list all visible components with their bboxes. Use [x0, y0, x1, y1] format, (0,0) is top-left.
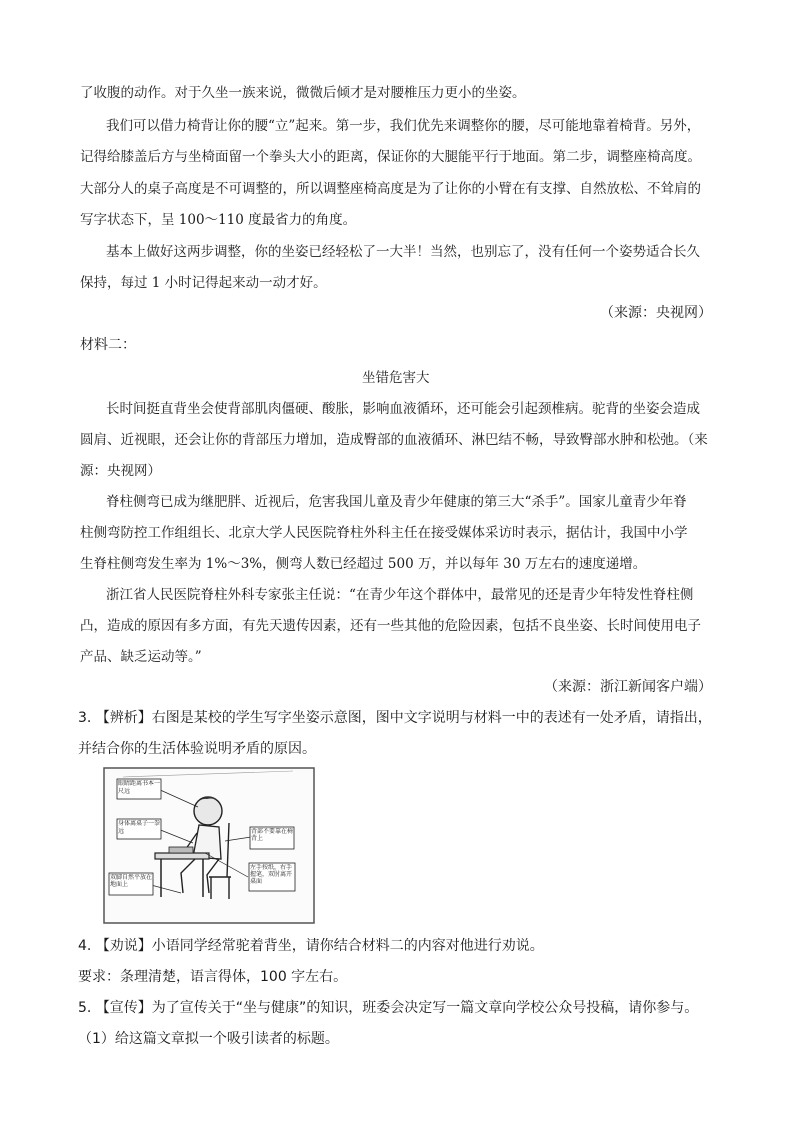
paragraph-line: 基本上做好这两步调整，你的坐姿已经轻松了一大半！当然，也别忘了，没有任何一个姿势适合长久: [106, 244, 700, 260]
section-title: 坐错危害大: [362, 370, 430, 386]
paragraph-line: 圆肩、近视眼，还会让你的背部压力增加，造成臀部的血液循环、淋巴结不畅，导致臀部水肿和松弛。（来: [80, 432, 708, 448]
paragraph-line: 写字状态下，呈 100～110 度最省力的角度。: [80, 212, 357, 228]
paragraph-line: 凸，造成的原因有多方面，有先天遗传因素，还有一些其他的危险因素，包括不良坐姿、长时间使用电子: [80, 618, 701, 634]
source-citation: （来源：央视网）: [600, 305, 712, 321]
question-3-cont: 并结合你的生活体验说明矛盾的原因。: [78, 741, 316, 757]
paragraph-line: 源：央视网）: [80, 463, 161, 479]
source-citation: （来源：浙江新闻客户端）: [544, 679, 712, 695]
section-label: 材料二：: [80, 337, 136, 353]
figure-label-back: 背部不要靠在椅背上: [251, 828, 293, 842]
paragraph-line: 保持，每过 1 小时记得起来动一动才好。: [80, 275, 327, 291]
paragraph-line: 了收腹的动作。对于久坐一族来说，微微后倾才是对腰椎压力更小的坐姿。: [80, 85, 526, 101]
question-5: 5. 【宣传】为了宣传关于“坐与健康”的知识，班委会决定写一篇文章向学校公众号投稿，请你参与。: [78, 1000, 699, 1016]
figure-label-eyes: 眼睛距离书本一尺远: [118, 780, 160, 795]
figure-label-feet: 双脚自然平放在地面上: [110, 874, 152, 888]
sitting-posture-figure: [103, 767, 315, 924]
paragraph-line: 产品、缺乏运动等。”: [80, 649, 202, 665]
paragraph-line: 长时间挺直背坐会使背部肌肉僵硬、酸胀，影响血液循环，还可能会引起颈椎病。驼背的坐姿会造成: [106, 401, 700, 417]
paragraph-line: 柱侧弯防控工作组组长、北京大学人民医院脊柱外科主任在接受媒体采访时表示，据估计，我国中小学: [80, 525, 688, 541]
paragraph-line: 脊柱侧弯已成为继肥胖、近视后，危害我国儿童及青少年健康的第三大“杀手”。国家儿童青少年脊: [106, 494, 687, 510]
paragraph-line: 我们可以借力椅背让你的腰“立”起来。第一步，我们优先来调整你的腰，尽可能地靠着椅背。另外，: [106, 118, 701, 134]
paragraph-line: 浙江省人民医院脊柱外科专家张主任说：“在青少年这个群体中，最常见的还是青少年特发性脊柱侧: [106, 587, 694, 603]
question-4: 4. 【劝说】小语同学经常驼着背坐，请你结合材料二的内容对他进行劝说。: [78, 938, 544, 954]
figure-label-hands: 左手按纸，右手握笔，双肘离开桌面: [250, 864, 293, 885]
paragraph-line: 大部分人的桌子高度是不可调整的，所以调整座椅高度是为了让你的小臂在有支撑、自然放松、不耸肩的: [80, 181, 701, 197]
question-3: 3. 【辨析】右图是某校的学生写字坐姿示意图，图中文字说明与材料一中的表述有一处矛盾，请指出，: [78, 710, 712, 726]
paragraph-line: 记得给膝盖后方与坐椅面留一个拳头大小的距离，保证你的大腿能平行于地面。第二步，调整座椅高度。: [80, 149, 701, 165]
paragraph-line: 生脊柱侧弯发生率为 1%～3%，侧弯人数已经超过 500 万，并以每年 30 万左右的速度递增。: [80, 556, 647, 572]
question-4-requirement: 要求：条理清楚，语言得体，100 字左右。: [78, 969, 348, 985]
figure-label-body: 身体离桌子一拳远: [118, 820, 160, 835]
question-5-part-1: （1）给这篇文章拟一个吸引读者的标题。: [78, 1031, 339, 1047]
